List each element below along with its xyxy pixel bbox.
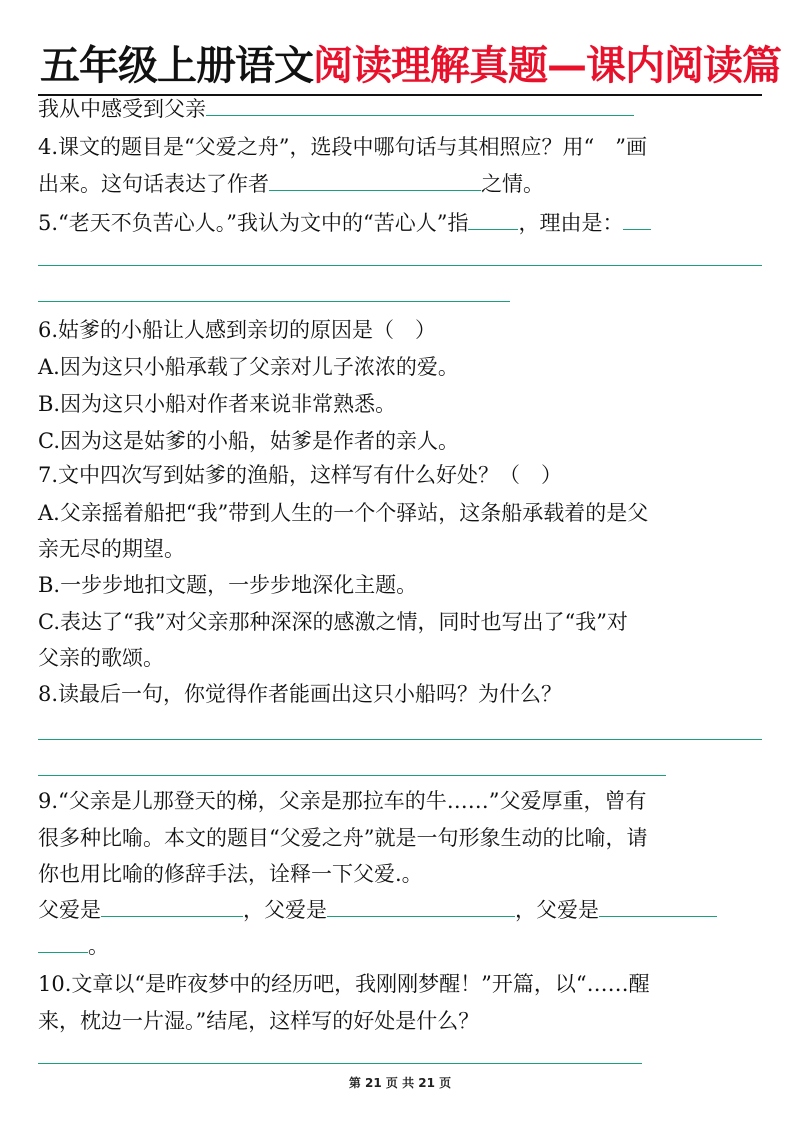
- title-black-part: 五年级上册语文: [40, 43, 313, 89]
- question-9-line-3: 你也用比喻的修辞手法，诠释一下父爱.。: [38, 862, 423, 886]
- page-number: 第 21 页 共 21 页: [348, 1076, 452, 1090]
- question-9-blanks: [38, 893, 764, 927]
- option-7c-line-2: 父亲的歌颂。: [38, 646, 164, 670]
- answer-line[interactable]: [38, 265, 762, 266]
- question-6: 6.姑爹的小船让人感到亲切的原因是（ ）: [38, 318, 437, 342]
- answer-blank[interactable]: [38, 930, 88, 953]
- page-title: [40, 38, 781, 94]
- answer-line[interactable]: [38, 739, 762, 740]
- option-7c-line-1: C.表达了“我”对父亲那种深深的感激之情，同时也写出了“我”对: [38, 610, 628, 634]
- answer-blank[interactable]: [206, 93, 634, 116]
- line-feel-father: [38, 92, 764, 126]
- answer-blank[interactable]: [623, 207, 651, 230]
- option-7b: B.一步步地扣文题，一步步地深化主题。: [38, 573, 418, 597]
- question-9-line-1: 9.“父亲是儿那登天的梯，父亲是那拉车的牛……”父爱厚重，曾有: [38, 789, 647, 813]
- answer-line[interactable]: [38, 1063, 642, 1064]
- text-q5-mid: ，理由是：: [518, 211, 624, 235]
- question-4-line-1: 4.课文的题目是“父爱之舟”，选段中哪句话与其相照应？用“ ”画: [38, 135, 647, 159]
- answer-blank[interactable]: [468, 207, 518, 230]
- question-10-line-1: 10.文章以“是昨夜梦中的经历吧，我刚刚梦醒！”开篇，以“……醒: [38, 972, 650, 996]
- text-father-love-1: 父爱是: [38, 898, 101, 922]
- question-4-line-2: [38, 167, 764, 201]
- text-q4-start: 出来。这句话表达了作者: [38, 172, 269, 196]
- text-feel-father: 我从中感受到父亲: [38, 97, 206, 121]
- option-7a-line-1: A.父亲摇着船把“我”带到人生的一个个驿站，这条船承载着的是父: [38, 501, 649, 525]
- question-5: [38, 206, 764, 240]
- text-father-love-3: ，父爱是: [515, 898, 599, 922]
- option-6c: C.因为这是姑爹的小船，姑爹是作者的亲人。: [38, 429, 459, 453]
- answer-line[interactable]: [38, 775, 666, 776]
- question-9-blank-end: [38, 929, 764, 963]
- title-red-part: 阅读理解真题—课内阅读篇: [313, 43, 781, 89]
- text-q4-end: 之情。: [481, 172, 544, 196]
- option-6b: B.因为这只小船对作者来说非常熟悉。: [38, 392, 397, 416]
- question-9-line-2: 很多种比喻。本文的题目“父爱之舟”就是一句形象生动的比喻，请: [38, 826, 648, 850]
- answer-blank[interactable]: [101, 894, 243, 917]
- option-7a-line-2: 亲无尽的期望。: [38, 537, 185, 561]
- answer-blank[interactable]: [599, 894, 717, 917]
- answer-line[interactable]: [38, 301, 510, 302]
- option-6a: A.因为这只小船承载了父亲对儿子浓浓的爱。: [38, 355, 459, 379]
- text-q5-start: 5.“老天不负苦心人。”我认为文中的“苦心人”指: [38, 211, 469, 235]
- text-father-love-2: ，父爱是: [243, 898, 327, 922]
- question-10-line-2: 来，枕边一片湿。”结尾，这样写的好处是什么？: [38, 1009, 480, 1033]
- question-8: 8.读最后一句，你觉得作者能画出这只小船吗？为什么？: [38, 682, 563, 706]
- answer-blank[interactable]: [269, 168, 481, 191]
- question-7: 7.文中四次写到姑爹的渔船，这样写有什么好处？（ ）: [38, 463, 563, 487]
- text-period: 。: [88, 934, 109, 958]
- answer-blank[interactable]: [327, 894, 515, 917]
